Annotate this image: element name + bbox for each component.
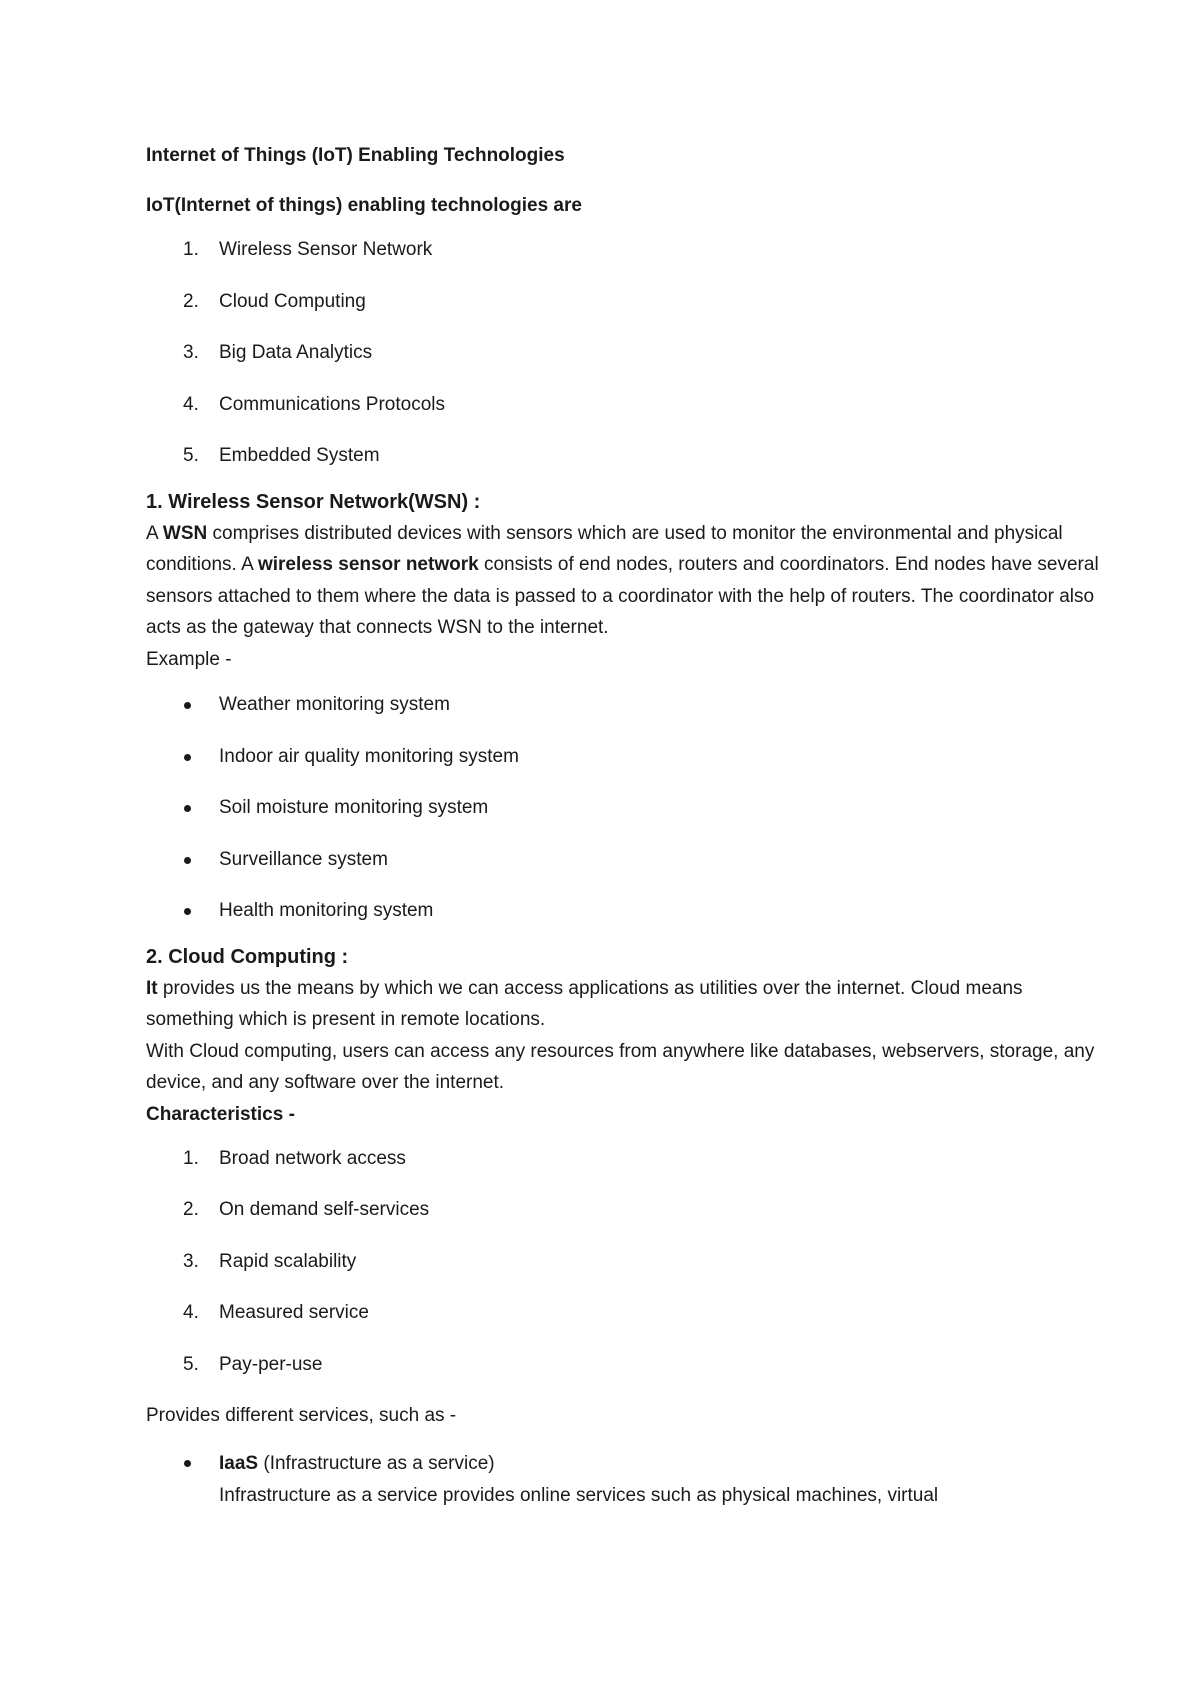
document-subtitle: IoT(Internet of things) enabling technologies are [146,195,582,216]
cloud-paragraph-1: It provides us the means by which we can access applications as utilities over the internet. Cloud means something which is present in remote locations. [146,977,1023,1030]
cloud-heading: 2. Cloud Computing : [146,945,349,968]
document-title: Internet of Things (IoT) Enabling Technologies [146,145,565,166]
list-item: Weather monitoring system [146,693,1100,745]
wsn-heading: 1. Wireless Sensor Network(WSN) : [146,490,481,513]
iaas-abbr: IaaS [219,1453,259,1474]
wsn-paragraph: A WSN comprises distributed devices with sensors which are used to monitor the environmental and physical conditions. A wireless sensor network consists of end nodes, routers and coordinators. End nodes have several sensors attached to them where the data is passed to a coordinator with the help of routers. The coordinator also acts as the gateway that connects WSN to the internet. [146,522,1099,638]
list-item: 4. Measured service [183,1302,369,1323]
list-item: 3. Big Data Analytics [183,342,373,363]
list-item: Indoor air quality monitoring system [146,745,1100,797]
example-label: Example - [146,648,232,670]
iaas-name: (Infrastructure as a service) [258,1453,495,1474]
iaas-list-item [146,1448,1100,1512]
technologies-list [146,238,1100,496]
list-item: 1. Broad network access [183,1147,406,1169]
list-item: Soil moisture monitoring system [146,796,1100,848]
characteristics-heading: Characteristics - [146,1103,295,1125]
cloud-paragraph-2: With Cloud computing, users can access any resources from anywhere like databases, webservers, storage, any device, and any software over the internet. [146,1040,1095,1093]
list-item: 5. Embedded System [183,445,380,466]
services-intro: Provides different services, such as - [146,1405,457,1426]
wsn-examples-list [146,693,1100,951]
iaas-description: Infrastructure as a service provides online services such as physical machines, virtual [219,1485,939,1506]
list-item: 2. On demand self-services [183,1199,430,1220]
list-item: Surveillance system [146,848,1100,900]
characteristics-list [146,1147,1100,1405]
list-item: 3. Rapid scalability [183,1250,357,1272]
list-item: 5. Pay-per-use [183,1353,323,1375]
list-item: 1. Wireless Sensor Network [183,239,433,260]
list-item: 2. Cloud Computing [183,290,366,312]
list-item: 4. Communications Protocols [183,393,445,415]
list-item: Health monitoring system [146,899,1100,951]
